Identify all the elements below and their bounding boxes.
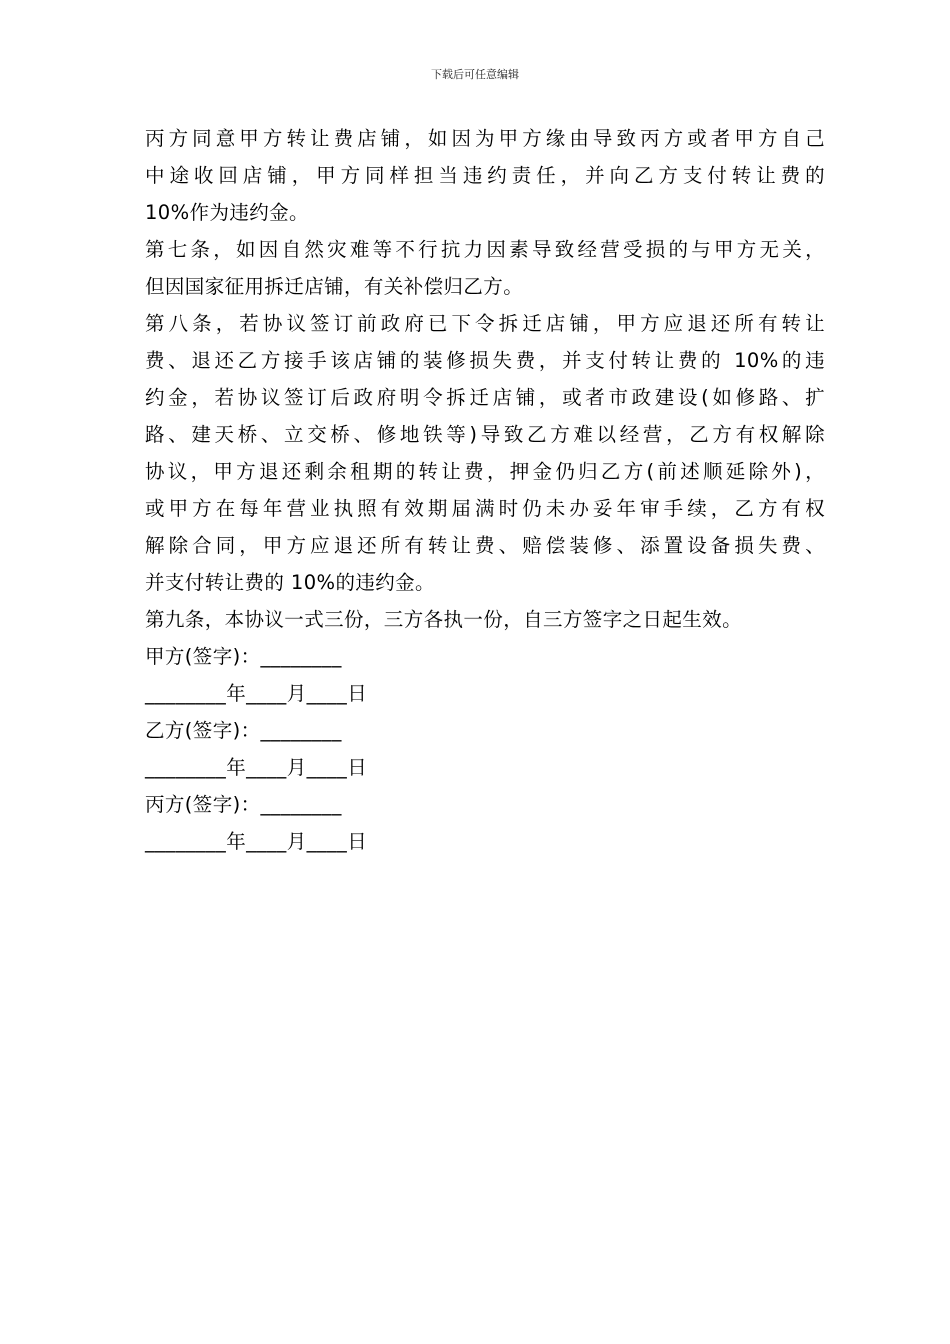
text-line: 路、建天桥、立交桥、修地铁等)导致乙方难以经营，乙方有权解除	[145, 423, 825, 446]
signature-date-c: ________年____月____日	[145, 830, 368, 853]
text-line: 丙方同意甲方转让费店铺，如因为甲方缘由导致丙方或者甲方自己	[145, 127, 825, 150]
text-line: 或甲方在每年营业执照有效期届满时仍未办妥年审手续，乙方有权	[145, 497, 825, 520]
signature-date-a: ________年____月____日	[145, 682, 368, 705]
signature-party-c: 丙方(签字)：________	[145, 793, 342, 816]
text-line: 协议，甲方退还剩余租期的转让费，押金仍归乙方(前述顺延除外)，	[145, 460, 825, 483]
text-line: 中途收回店铺，甲方同样担当违约责任，并向乙方支付转让费的	[145, 164, 825, 187]
page-header: 下载后可任意编辑	[431, 68, 519, 81]
signature-party-b: 乙方(签字)：________	[145, 719, 342, 742]
document-body	[145, 120, 825, 860]
text-line: 第八条，若协议签订前政府已下令拆迁店铺，甲方应退还所有转让	[145, 312, 825, 335]
text-line: 第七条，如因自然灾难等不行抗力因素导致经营受损的与甲方无关，	[145, 238, 825, 261]
signature-date-b: ________年____月____日	[145, 756, 368, 779]
text-line: 10%作为违约金。	[145, 201, 309, 224]
text-line: 约金，若协议签订后政府明令拆迁店铺，或者市政建设(如修路、扩	[145, 386, 825, 409]
text-line: 但因国家征用拆迁店铺，有关补偿归乙方。	[145, 275, 524, 298]
text-line: 第九条，本协议一式三份，三方各执一份，自三方签字之日起生效。	[145, 608, 743, 631]
text-line: 并支付转让费的 10%的违约金。	[145, 571, 435, 594]
text-line: 费、退还乙方接手该店铺的装修损失费，并支付转让费的 10%的违	[145, 349, 825, 372]
signature-party-a: 甲方(签字)：________	[145, 645, 342, 668]
text-line: 解除合同，甲方应退还所有转让费、赔偿装修、添置设备损失费、	[145, 534, 825, 557]
